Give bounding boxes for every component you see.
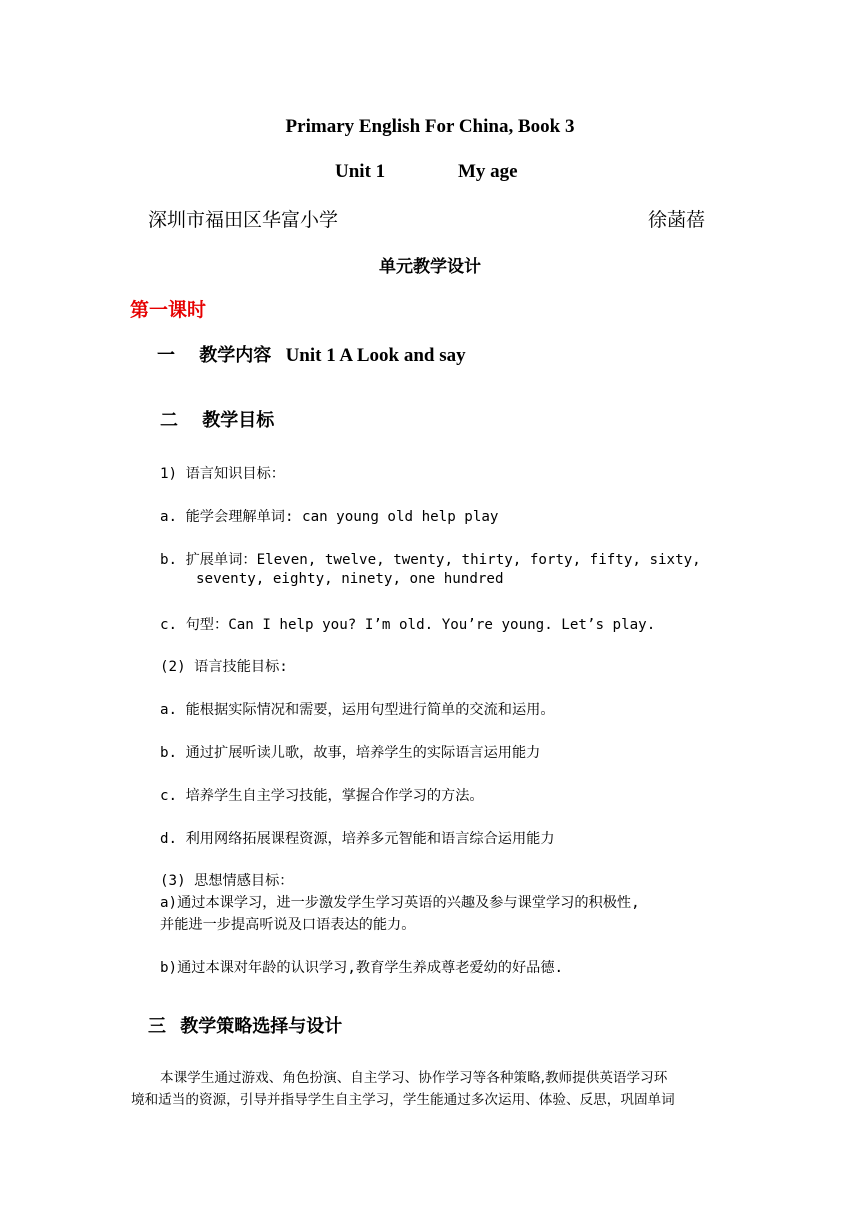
knowledge-item-b-line2: seventy, eighty, ninety, one hundred <box>196 571 504 587</box>
section-2-title: 教学目标 <box>202 410 275 431</box>
section-1-content: Unit 1 A Look and say <box>285 345 466 366</box>
knowledge-item-b-line1: b. 扩展单词：Eleven, twelve, twenty, thirty, forty, fifty, sixty, <box>160 552 701 568</box>
section-2-number: 二 <box>160 410 178 431</box>
knowledge-heading: 1) 语言知识目标： <box>160 466 285 482</box>
emotion-heading: (3) 思想情感目标： <box>160 873 294 889</box>
section-3-heading <box>148 1012 342 1038</box>
skills-item-b: b. 通过扩展听读儿歌，故事，培养学生的实际语言运用能力 <box>160 745 541 761</box>
school-name: 深圳市福田区华富小学 <box>148 209 339 231</box>
section-1-heading <box>157 341 466 367</box>
emotion-item-a-line1: a)通过本课学习，进一步激发学生学习英语的兴趣及参与课堂学习的积极性, <box>160 895 640 911</box>
book-title: Primary English For China, Book 3 <box>285 116 575 137</box>
strategy-paragraph-line2: 境和适当的资源，引导并指导学生自主学习，学生能通过多次运用、体验、反思，巩固单词 <box>131 1092 675 1108</box>
unit-title: My age <box>458 161 518 182</box>
section-1-number: 一 <box>157 345 175 366</box>
lesson-label: 第一课时 <box>130 299 207 321</box>
strategy-paragraph-line1: 本课学生通过游戏、角色扮演、自主学习、协作学习等各种策略,教师提供英语学习环 <box>160 1070 668 1086</box>
unit-label: Unit 1 <box>335 161 386 182</box>
design-title: 单元教学设计 <box>379 257 481 277</box>
section-3-number: 三 <box>148 1016 166 1037</box>
knowledge-item-a: a. 能学会理解单词: can young old help play <box>160 509 499 525</box>
section-1-title: 教学内容 <box>199 345 272 366</box>
skills-item-c: c. 培养学生自主学习技能，掌握合作学习的方法。 <box>160 788 484 804</box>
knowledge-item-c: c. 句型：Can I help you? I’m old. You’re young. Let’s play. <box>160 617 656 633</box>
emotion-item-b: b)通过本课对年龄的认识学习,教育学生养成尊老爱幼的好品德. <box>160 960 564 976</box>
emotion-item-a-line2: 并能进一步提高听说及口语表达的能力。 <box>160 917 416 933</box>
skills-item-d: d. 利用网络拓展课程资源，培养多元智能和语言综合运用能力 <box>160 831 555 847</box>
skills-heading: (2) 语言技能目标: <box>160 659 288 675</box>
skills-item-a: a. 能根据实际情况和需要，运用句型进行简单的交流和运用。 <box>160 702 555 718</box>
section-2-heading <box>160 406 274 432</box>
section-3-title: 教学策略选择与设计 <box>180 1016 343 1037</box>
author-name: 徐菡蓓 <box>648 209 706 231</box>
